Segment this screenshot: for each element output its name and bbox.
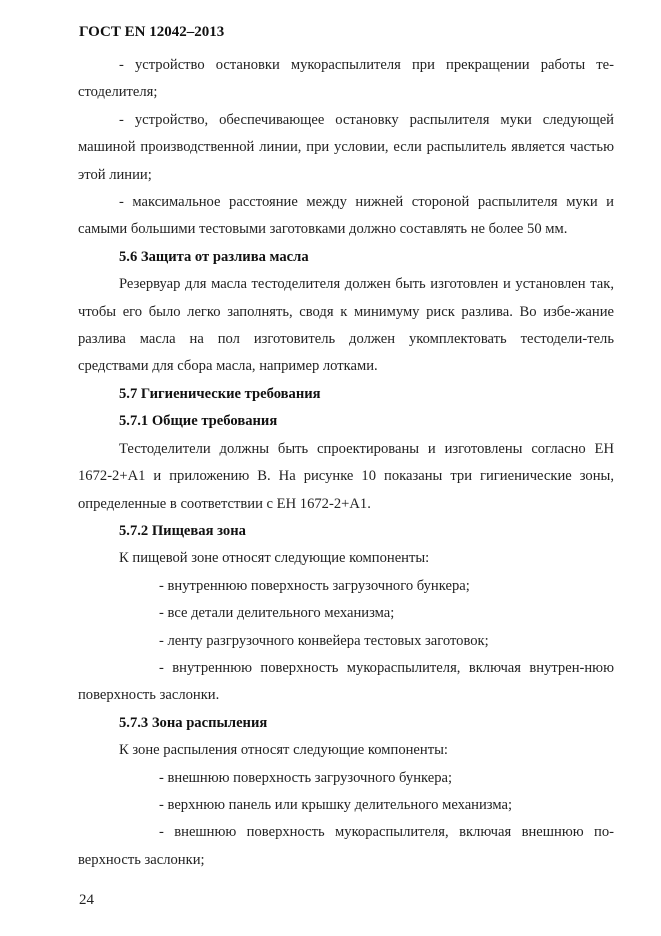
document-body (78, 52, 614, 874)
list-item-spray-zone-1: - внешнюю поверхность загрузочного бункера; (159, 769, 453, 786)
list-item-stop-device: - устройство остановки мукораспылителя при прекращении работы те-стоделителя; (78, 57, 614, 101)
section-heading-5-7: 5.7 Гигиенические требования (119, 385, 321, 402)
section-heading-5-7-2: 5.7.2 Пищевая зона (119, 522, 246, 539)
paragraph-food-zone-intro: К пищевой зоне относят следующие компоненты: (119, 550, 430, 567)
paragraph-spray-zone-intro: К зоне распыления относят следующие компоненты: (119, 742, 448, 759)
page-number: 24 (79, 892, 94, 908)
list-item-spray-zone-2: - верхнюю панель или крышку делительного механизма; (159, 796, 513, 813)
paragraph-oil-spill: Резервуар для масла тестоделителя должен быть изготовлен и установлен так, чтобы его было легко заполнять, сводя к минимуму риск разлива. Во избе-жание разлива масла на пол изготовитель должен укомплектовать тестодели-тель средствами для сбора масла, например лотками. (78, 276, 614, 375)
list-item-food-zone-3: - ленту разгрузочного конвейера тестовых заготовок; (159, 632, 489, 649)
section-heading-5-6: 5.6 Защита от разлива масла (119, 248, 309, 265)
list-item-spray-zone-3: - внешнюю поверхность мукораспылителя, включая внешнюю по-верхность заслонки; (78, 824, 614, 868)
list-item-max-distance: - максимальное расстояние между нижней стороной распылителя муки и самыми большими тестовыми заготовками должно составлять не более 50 мм. (78, 194, 614, 238)
section-heading-5-7-3: 5.7.3 Зона распыления (119, 714, 268, 731)
paragraph-general-requirements: Тестоделители должны быть спроектированы и изготовлены согласно ЕН 1672-2+А1 и приложению В. На рисунке 10 показаны три гигиенические зоны, определенные в соответствии с ЕН 1672-2+А1. (78, 440, 614, 512)
list-item-food-zone-1: - внутреннюю поверхность загрузочного бункера; (159, 577, 470, 594)
list-item-food-zone-2: - все детали делительного механизма; (159, 605, 395, 622)
document-header: ГОСТ EN 12042–2013 (79, 24, 225, 40)
list-item-food-zone-4: - внутреннюю поверхность мукораспылителя, включая внутрен-нюю поверхность заслонки. (78, 659, 614, 704)
section-heading-5-7-1: 5.7.1 Общие требования (119, 413, 278, 430)
list-item-line-stop-device: - устройство, обеспечивающее остановку распылителя муки следующей машиной производственной линии, при условии, если распылитель является частью этой линии; (78, 111, 614, 183)
